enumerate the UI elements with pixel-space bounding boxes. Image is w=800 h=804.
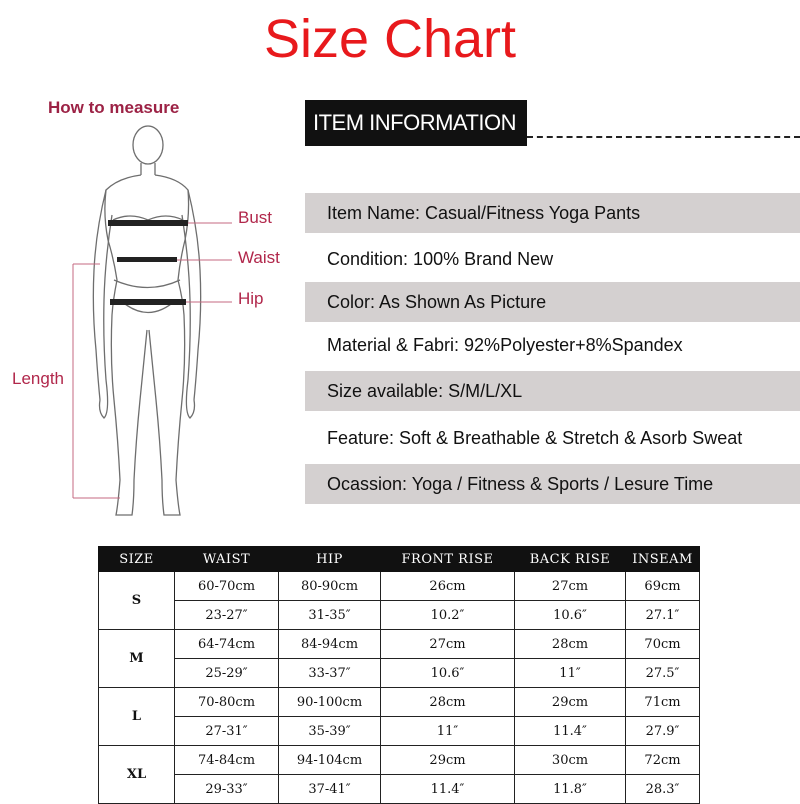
info-row-occasion: Ocassion: Yoga / Fitness & Sports / Lesure Time [305,464,800,504]
how-to-measure-heading: How to measure [48,98,180,117]
table-cell: 35-39″ [279,717,381,746]
heading-dash-divider [527,136,800,138]
info-row-size-available: Size available: S/M/L/XL [305,371,800,411]
hip-label: Hip [238,289,264,308]
table-cell: 10.6″ [381,659,515,688]
bust-label: Bust [238,208,273,227]
size-table-header-row [99,547,700,572]
table-cell: 10.6″ [515,601,626,630]
info-row-feature: Feature: Soft & Breathable & Stretch & Asorb Sweat [327,428,743,448]
table-cell: 10.2″ [381,601,515,630]
size-cell: XL [99,746,175,804]
table-cell: 28cm [381,688,515,717]
table-cell: 29cm [515,688,626,717]
table-row [99,630,700,659]
table-cell: 11″ [515,659,626,688]
table-row [99,601,700,630]
table-row [99,572,700,601]
header-inseam: INSEAM [626,547,700,572]
table-cell: 11″ [381,717,515,746]
table-cell: 60-70cm [175,572,279,601]
page-title: Size Chart [263,9,517,69]
table-cell: 28.3″ [626,775,700,804]
header-size: SIZE [99,547,175,572]
size-cell: L [99,688,175,746]
size-cell: M [99,630,175,688]
table-cell: 28cm [515,630,626,659]
header-hip: HIP [279,547,381,572]
table-cell: 30cm [515,746,626,775]
table-cell: 27-31″ [175,717,279,746]
table-row [99,746,700,775]
table-cell: 72cm [626,746,700,775]
table-cell: 29-33″ [175,775,279,804]
waist-label: Waist [238,248,280,267]
header-back-rise: BACK RISE [515,547,626,572]
table-cell: 71cm [626,688,700,717]
info-row-material: Material & Fabri: 92%Polyester+8%Spandex [327,335,683,355]
table-cell: 70-80cm [175,688,279,717]
table-row [99,717,700,746]
header-front-rise: FRONT RISE [381,547,515,572]
table-cell: 27cm [381,630,515,659]
table-cell: 11.4″ [381,775,515,804]
table-cell: 69cm [626,572,700,601]
body-measurement-illustration [0,120,300,540]
size-cell: S [99,572,175,630]
item-information-heading: ITEM INFORMATION [305,100,527,146]
table-cell: 29cm [381,746,515,775]
table-cell: 80-90cm [279,572,381,601]
table-cell: 25-29″ [175,659,279,688]
table-cell: 74-84cm [175,746,279,775]
info-row-condition: Condition: 100% Brand New [327,249,554,269]
size-table [98,546,700,804]
table-cell: 27.5″ [626,659,700,688]
table-cell: 26cm [381,572,515,601]
table-cell: 27cm [515,572,626,601]
table-cell: 94-104cm [279,746,381,775]
table-cell: 11.8″ [515,775,626,804]
table-cell: 27.1″ [626,601,700,630]
table-cell: 84-94cm [279,630,381,659]
table-row [99,775,700,804]
header-waist: WAIST [175,547,279,572]
table-cell: 33-37″ [279,659,381,688]
table-cell: 31-35″ [279,601,381,630]
info-row-item-name: Item Name: Casual/Fitness Yoga Pants [305,193,800,233]
table-row [99,659,700,688]
table-cell: 64-74cm [175,630,279,659]
table-cell: 27.9″ [626,717,700,746]
length-label: Length [12,369,64,388]
table-row [99,688,700,717]
table-cell: 37-41″ [279,775,381,804]
table-cell: 23-27″ [175,601,279,630]
table-cell: 70cm [626,630,700,659]
info-row-color: Color: As Shown As Picture [305,282,800,322]
table-cell: 11.4″ [515,717,626,746]
table-cell: 90-100cm [279,688,381,717]
